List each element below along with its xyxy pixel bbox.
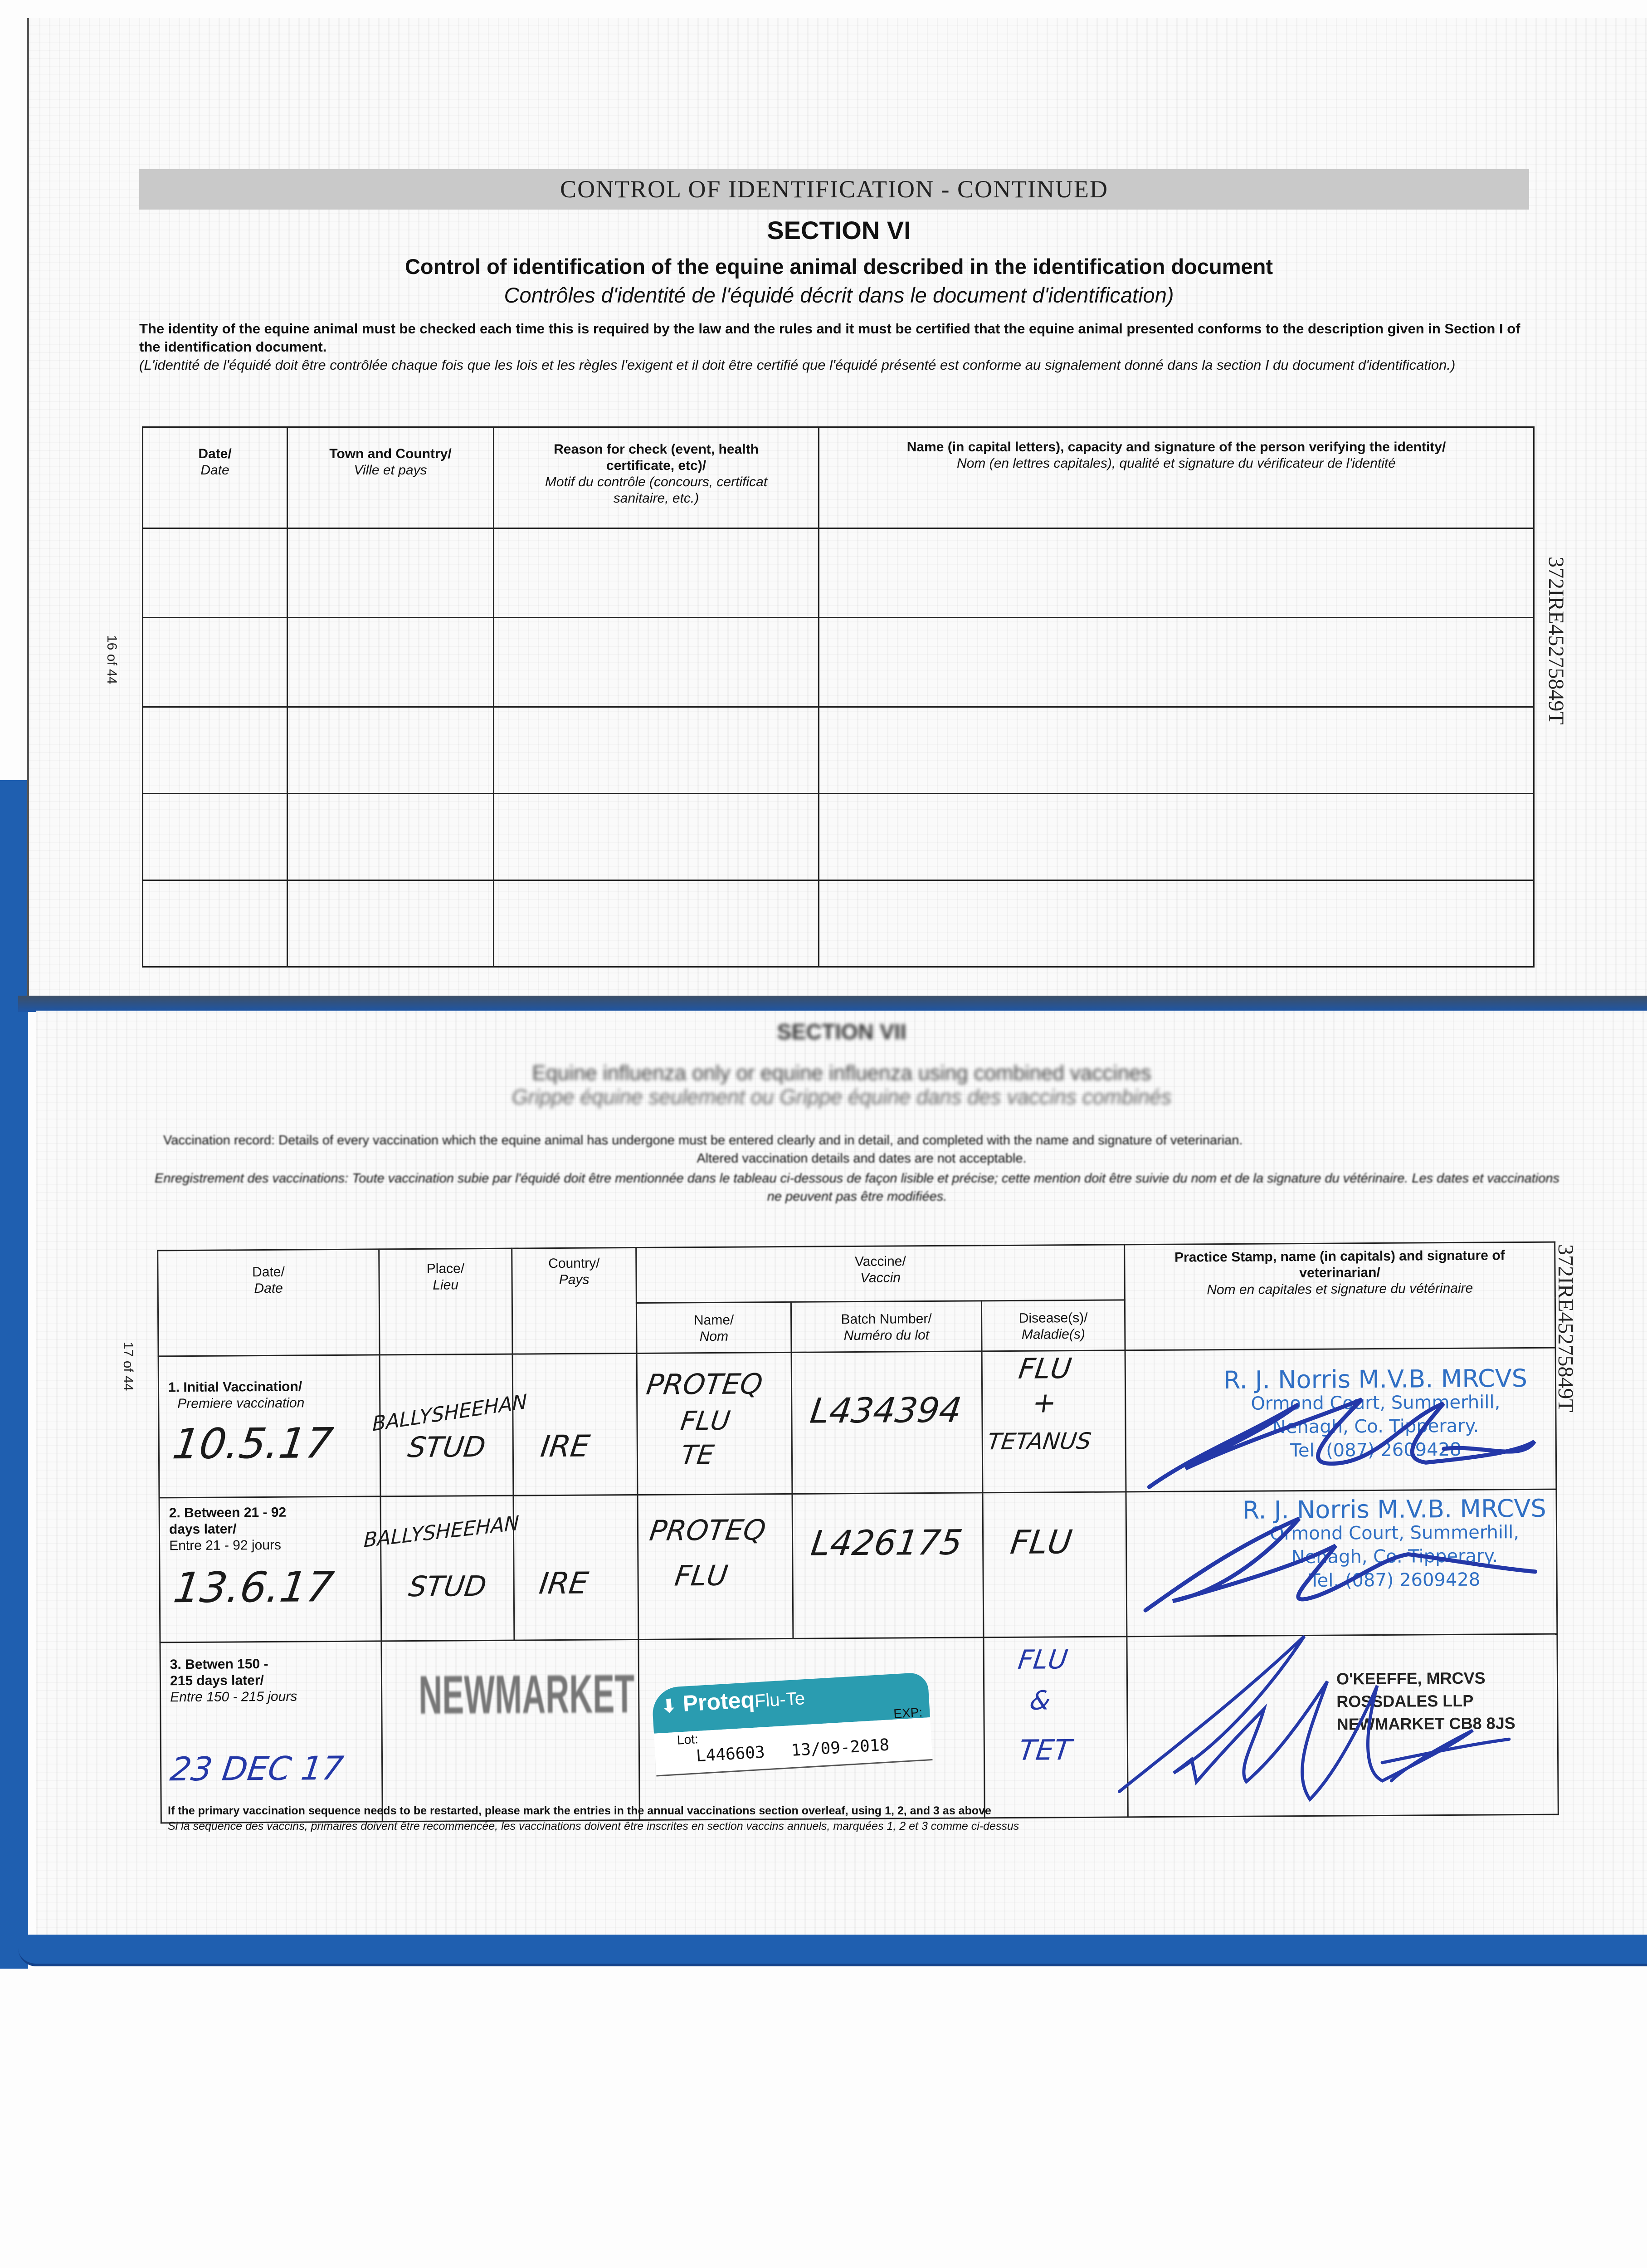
header-batch — [791, 1301, 982, 1353]
stamp-line: R. J. Norris M.V.B. MRCVS — [1223, 1364, 1528, 1395]
table-row — [160, 1634, 1558, 1823]
header-fr: Nom (en lettres capitales), qualité et signature du vérificateur de l'identité — [957, 456, 1396, 471]
header-en: Reason for check (event, health certificate, etc)/ — [554, 442, 759, 473]
stamp-line: Nenagh, Co. Tipperary. — [1291, 1545, 1498, 1568]
intro-fr: Enregistrement des vaccinations: Toute vaccination subie par l'équidé doit être mentionnée dans le tableau ci-dessous de façon lisible et précise; cette mention doit être suivie du nom et de la signature du vétérinaire. Les dates et vaccinations ne peuvent pas être modifiées. — [154, 1171, 1559, 1204]
page-17 — [36, 1011, 1647, 1936]
handwritten-disease: + — [1030, 1386, 1059, 1419]
cell-batch[interactable] — [792, 1493, 984, 1639]
header-reason — [494, 427, 819, 528]
cell-vaccine-name-batch[interactable] — [638, 1637, 984, 1820]
passport-cover-bottom-edge — [18, 1935, 1647, 1966]
page-16 — [27, 18, 1647, 998]
header-en: Place/ — [426, 1261, 465, 1276]
cell-disease[interactable] — [984, 1637, 1128, 1818]
cell[interactable] — [143, 880, 287, 967]
section-title: SECTION VII — [777, 1020, 906, 1044]
header-country — [512, 1247, 637, 1354]
stamp-line: ROSSDALES LLP — [1336, 1691, 1474, 1711]
cell[interactable] — [143, 707, 287, 794]
passport-cover-edge — [0, 780, 28, 1969]
stamp-line: Tel. (087) 2609428 — [1309, 1569, 1481, 1591]
vaccination-table — [157, 1242, 1559, 1824]
header-en: Country/ — [548, 1256, 600, 1271]
sticker-product: Flu-Te — [754, 1688, 806, 1711]
title-en: Equine influenza only or equine influenza using combined vaccines — [532, 1061, 1151, 1085]
cell-date[interactable] — [159, 1496, 381, 1642]
handwritten-disease: TETANUS — [985, 1427, 1093, 1455]
cell-date[interactable] — [158, 1355, 380, 1498]
cell-place[interactable] — [372, 1354, 527, 1496]
cell[interactable] — [287, 528, 494, 618]
header-en: Name (in capital letters), capacity and signature of the person verifying the identity/ — [906, 440, 1446, 455]
header-town — [287, 427, 494, 528]
sticker-lot-label: Lot: — [677, 1732, 699, 1747]
header-place — [379, 1248, 512, 1355]
cell-batch[interactable] — [791, 1351, 983, 1494]
handwritten-date: 10.5.17 — [170, 1419, 336, 1469]
cell[interactable] — [819, 794, 1534, 880]
row-label-fr: Entre 21 - 92 jours — [169, 1537, 282, 1554]
stamp-line: Tel. (087) 2609428 — [1290, 1439, 1462, 1461]
vet-signature — [1126, 1349, 1557, 1493]
cell[interactable] — [143, 528, 287, 618]
cell-vaccine-name[interactable] — [638, 1494, 793, 1639]
table-row — [143, 794, 1534, 880]
sticker-exp: 13/09-2018 — [790, 1735, 890, 1760]
cell[interactable] — [494, 794, 819, 880]
table-header-row — [143, 427, 1534, 528]
handwritten-place: BALLYSHEEHAN — [363, 1511, 520, 1552]
table-row — [143, 880, 1534, 967]
cell-disease[interactable] — [982, 1350, 1126, 1493]
cell-vaccine-name[interactable] — [637, 1352, 792, 1495]
cell-stamp[interactable] — [1125, 1348, 1556, 1492]
intro-en: Vaccination record: Details of every vaccination which the equine animal has undergone must be entered clearly and in detail, and completed with the name and signature of veterinarian. — [163, 1133, 1243, 1148]
header-disease — [981, 1300, 1125, 1351]
intro-en-2: Altered vaccination details and dates are not acceptable. — [697, 1151, 1027, 1166]
handwritten-country: IRE — [538, 1428, 592, 1464]
title-fr: Contrôles d'identité de l'équidé décrit dans le document d'identification) — [504, 283, 1174, 307]
cell[interactable] — [494, 707, 819, 794]
sticker-lot: L446603 — [695, 1743, 765, 1766]
page-fold — [18, 996, 1647, 1012]
cell-place-country[interactable] — [381, 1639, 639, 1821]
row-label-fr: Entre 150 - 215 jours — [170, 1689, 297, 1705]
header-en: Date/ — [252, 1264, 285, 1280]
handwritten-place: STUD — [405, 1430, 488, 1464]
cell-country[interactable] — [512, 1353, 638, 1496]
header-en: Disease(s)/ — [1018, 1310, 1088, 1326]
handwritten-disease: FLU — [1016, 1644, 1070, 1675]
header-en: Vaccine/ — [854, 1254, 906, 1270]
vaccine-sticker — [650, 1658, 932, 1776]
table-header-row — [158, 1242, 1555, 1306]
header-fr: Lieu — [433, 1277, 459, 1293]
table-row — [143, 618, 1534, 707]
table-row — [143, 707, 1534, 794]
place-stamp: NEWMARKET — [418, 1663, 635, 1725]
cell[interactable] — [287, 880, 494, 967]
handwritten-name: FLU — [672, 1559, 730, 1593]
handwritten-name: PROTEQ — [648, 1513, 768, 1547]
header-fr: Numéro du lot — [843, 1328, 930, 1344]
identity-check-table — [142, 426, 1535, 968]
cell[interactable] — [143, 794, 287, 880]
cell[interactable] — [287, 618, 494, 707]
cell[interactable] — [819, 618, 1534, 707]
stamp-line: Ormond Court, Summerhill, — [1269, 1522, 1520, 1545]
header-en: Town and Country/ — [329, 446, 452, 461]
passport-id: 372IRE45275849T — [1554, 1244, 1578, 1413]
header-stamp — [1125, 1242, 1555, 1350]
footer-fr: Si la sequence des vaccins, primaires doivent être recommencée, les vaccinations doivent être inscrites en section vaccins annuels, marquées 1, 2 et 3 comme ci-dessus — [168, 1820, 1019, 1833]
handwritten-disease: & — [1028, 1685, 1053, 1716]
header-date — [143, 427, 287, 528]
cell[interactable] — [143, 618, 287, 707]
handwritten-place: STUD — [406, 1569, 489, 1603]
header-fr: Motif du contrôle (concours, certificat sanitaire, etc.) — [545, 474, 768, 506]
sticker-exp-label: EXP: — [893, 1705, 923, 1721]
header-date — [158, 1249, 380, 1356]
header-fr: Date — [254, 1281, 283, 1296]
header-fr: Pays — [559, 1272, 590, 1288]
cell[interactable] — [287, 707, 494, 794]
cell[interactable] — [494, 880, 819, 967]
handwritten-name: TE — [679, 1439, 716, 1471]
cell-disease[interactable] — [983, 1492, 1127, 1637]
footer-en: If the primary vaccination sequence needs to be restarted, please mark the entries in the annual vaccinations section overleaf, using 1, 2, and 3 as above — [168, 1804, 991, 1817]
page-number: 17 of 44 — [121, 1342, 136, 1391]
cell-date[interactable] — [160, 1641, 382, 1823]
page-number: 16 of 44 — [104, 635, 119, 684]
handwritten-disease: TET — [1017, 1733, 1073, 1767]
header-fr: Maladie(s) — [1021, 1326, 1085, 1342]
cell[interactable] — [494, 618, 819, 707]
handwritten-name: PROTEQ — [644, 1367, 765, 1401]
handwritten-batch: L426175 — [809, 1522, 965, 1564]
cell-place[interactable] — [363, 1496, 520, 1641]
header-bar: CONTROL OF IDENTIFICATION - CONTINUED — [139, 169, 1529, 210]
handwritten-date: 23 DEC 17 — [168, 1749, 346, 1789]
intro-fr: (L'identité de l'équidé doit être contrôlée chaque fois que les lois et les règles l'exigent et il doit être certifié que l'équidé présenté est conforme au signalement donné dans la section I du document d'identification.) — [139, 357, 1456, 373]
stamp-line: Ormond Court, Summerhill, — [1251, 1392, 1501, 1414]
cell[interactable] — [287, 794, 494, 880]
handwritten-disease: FLU — [1016, 1352, 1074, 1385]
row-label-en: 3. Betwen 150 - 215 days later/ — [170, 1656, 268, 1689]
title-fr: Grippe équine seulement ou Grippe équine dans des vaccins combinés — [512, 1085, 1172, 1109]
cell-country[interactable] — [513, 1495, 638, 1640]
header-en: Date/ — [198, 446, 232, 461]
header-fr: Nom en capitales et signature du vétérinaire — [1207, 1281, 1473, 1298]
stamp-line: Nenagh, Co. Tipperary. — [1272, 1415, 1479, 1438]
table-row — [158, 1348, 1556, 1498]
header-en: Name/ — [693, 1312, 734, 1328]
passport-id: 372IRE45275849T — [1544, 557, 1568, 725]
arrow-down-icon: ⬇ — [661, 1696, 677, 1717]
stamp-line: R. J. Norris M.V.B. MRCVS — [1242, 1494, 1546, 1525]
handwritten-name: FLU — [678, 1405, 732, 1437]
row-label-en: 1. Initial Vaccination/ — [168, 1379, 302, 1395]
vet-signature — [1109, 1608, 1564, 1823]
row-label-fr: Premiere vaccination — [177, 1395, 305, 1412]
sticker-brand-name: Proteq — [682, 1686, 755, 1716]
handwritten-date: 13.6.17 — [171, 1563, 337, 1613]
header-en: Practice Stamp, name (in capitals) and signature of veterinarian/ — [1174, 1248, 1505, 1281]
header-fr: Ville et pays — [354, 463, 427, 478]
header-vaccine — [636, 1245, 1125, 1303]
header-verifier — [819, 427, 1534, 528]
table-row — [143, 528, 1534, 618]
cell[interactable] — [819, 528, 1534, 618]
cell[interactable] — [819, 707, 1534, 794]
row-label-en: 2. Between 21 - 92 days later/ — [169, 1505, 287, 1537]
title-en: Control of identification of the equine animal described in the identification document — [404, 254, 1273, 279]
handwritten-batch: L434394 — [808, 1389, 964, 1431]
intro-en: The identity of the equine animal must be checked each time this is required by the law and the rules and it must be certified that the equine animal presented conforms to the description given in Section I of the identification document. — [139, 321, 1520, 355]
stamp-line: O'KEEFFE, MRCVS — [1336, 1668, 1486, 1688]
stamp-line: NEWMARKET CB8 8JS — [1336, 1714, 1515, 1734]
handwritten-country: IRE — [537, 1565, 590, 1601]
header-name — [636, 1302, 791, 1353]
cell[interactable] — [819, 880, 1534, 967]
handwritten-disease: FLU — [1008, 1523, 1075, 1561]
header-en: Batch Number/ — [841, 1311, 932, 1327]
handwritten-place: BALLYSHEEHAN — [372, 1390, 527, 1436]
section-title: SECTION VI — [767, 216, 911, 244]
cell[interactable] — [494, 528, 819, 618]
header-fr: Date — [200, 463, 229, 478]
cell-stamp[interactable] — [1127, 1634, 1558, 1817]
header-fr: Vaccin — [860, 1270, 901, 1286]
header-fr: Nom — [699, 1329, 729, 1344]
